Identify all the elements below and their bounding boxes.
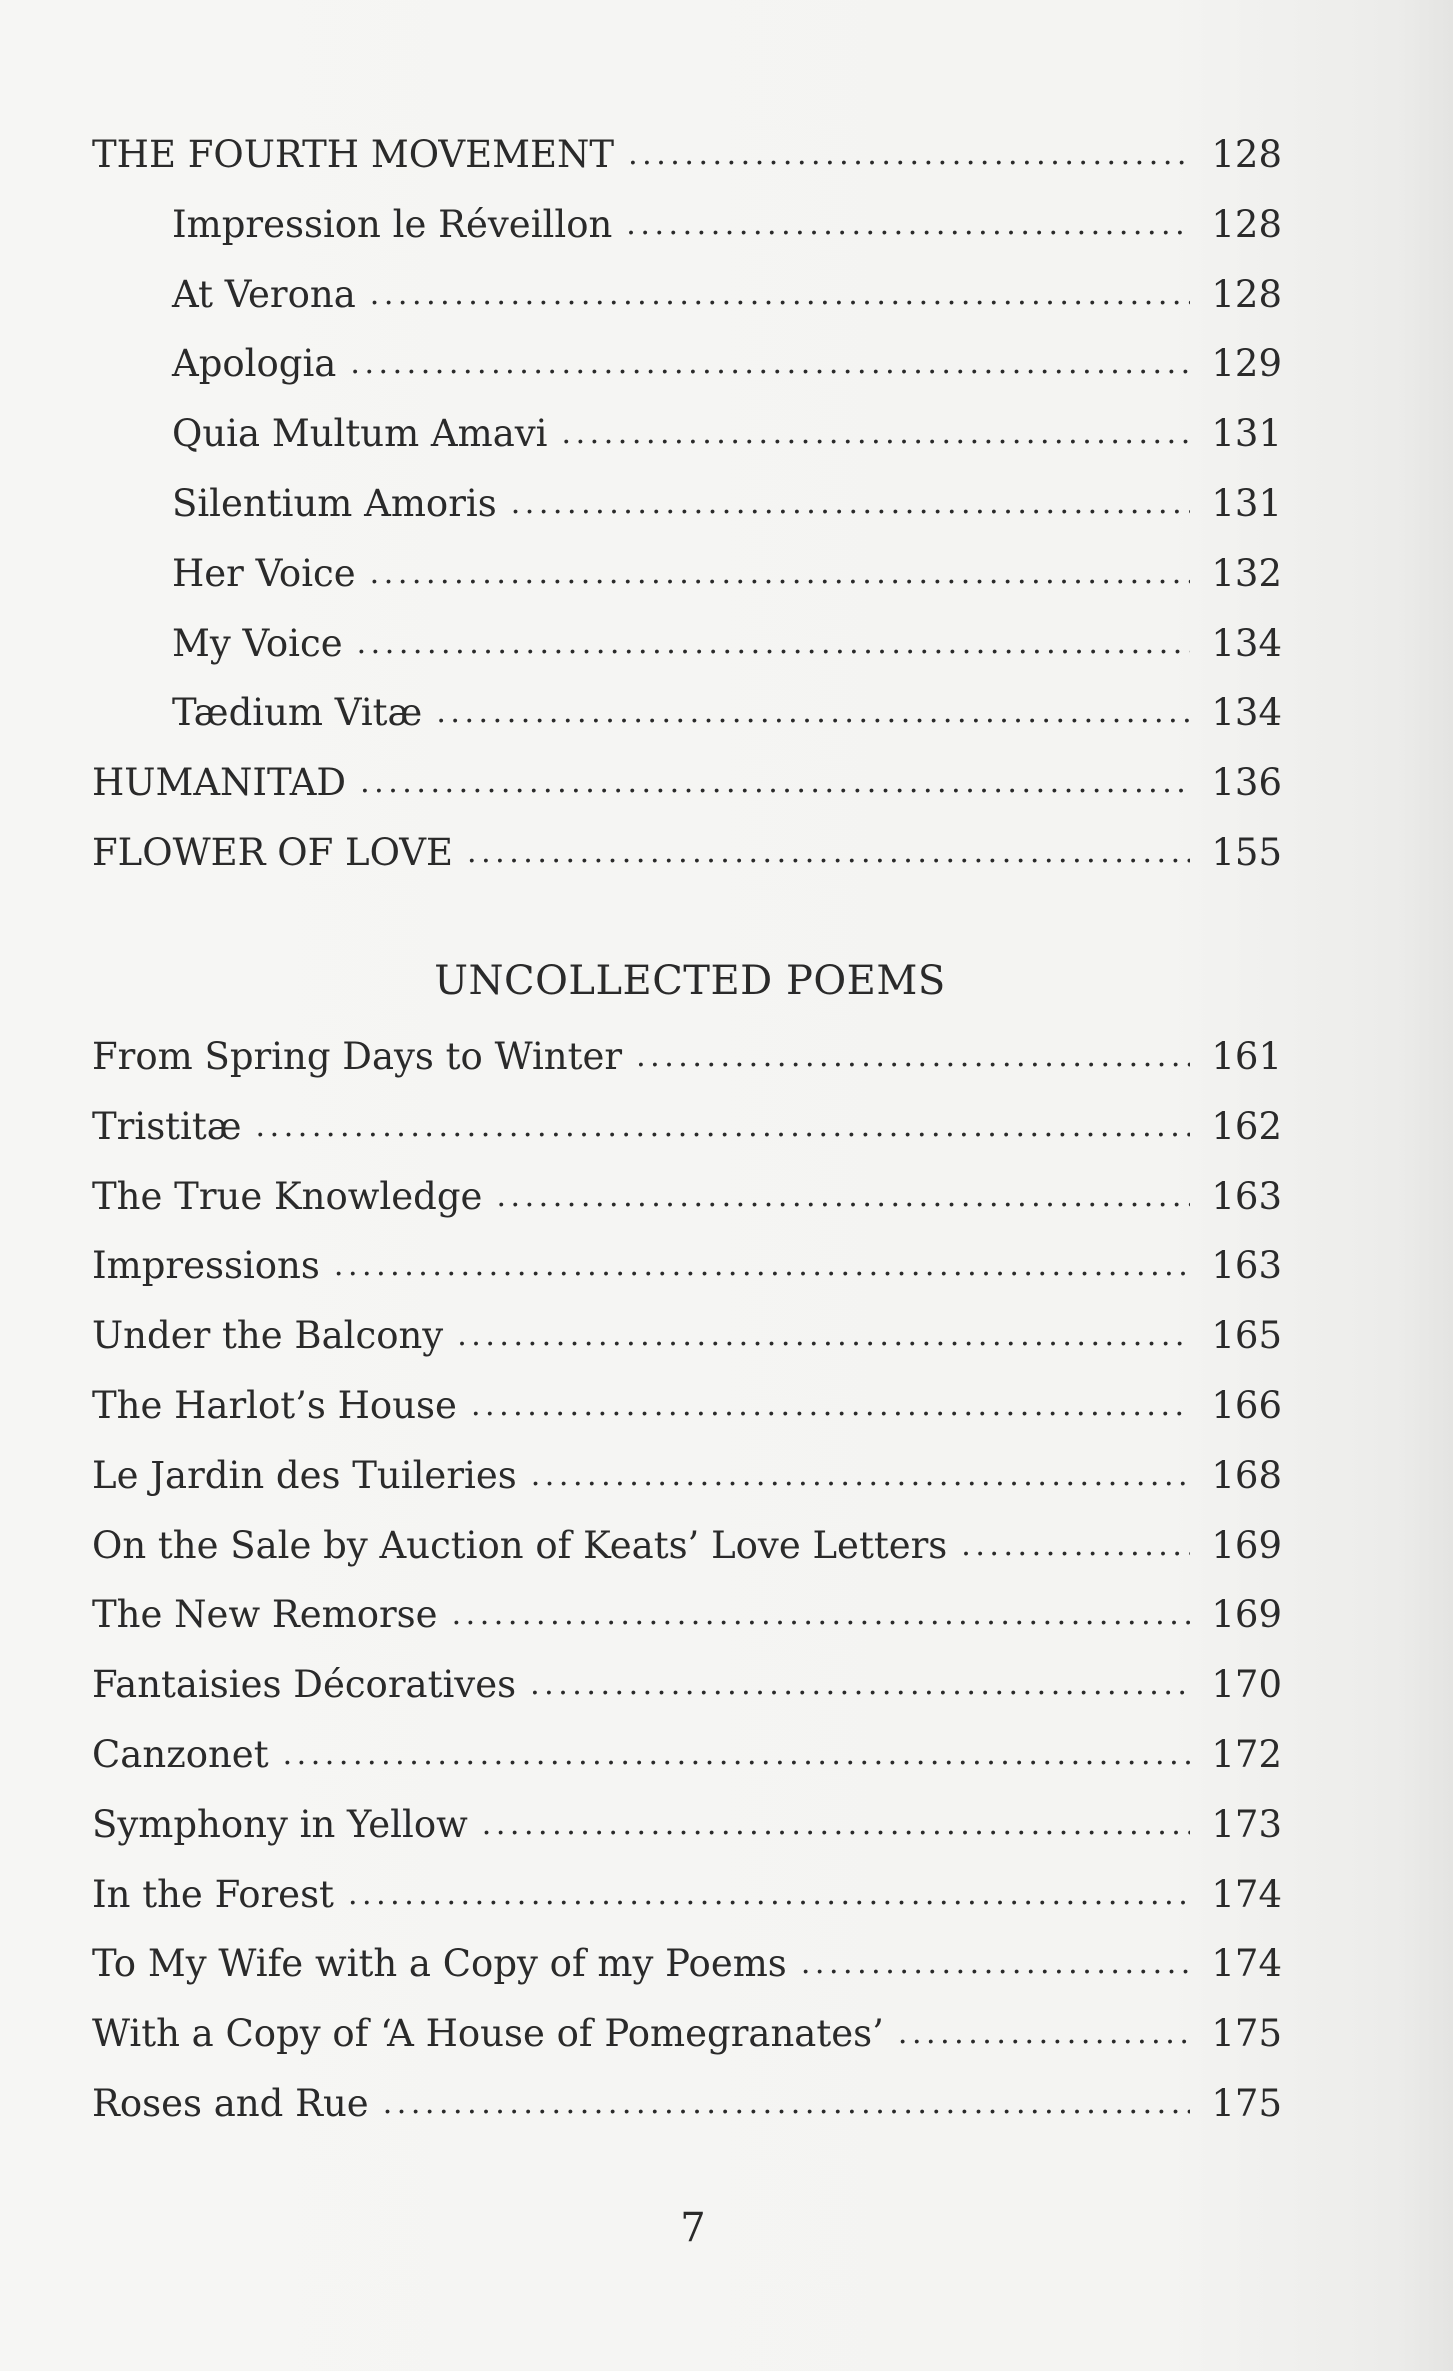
toc-entry-page-number: 170: [1211, 1663, 1282, 1707]
dot-leader: [482, 1800, 1190, 1850]
toc-entry-title: Tædium Vitæ: [172, 691, 423, 735]
toc-entry-page-number: 165: [1211, 1314, 1282, 1358]
dot-leader: [370, 549, 1190, 599]
toc-entry-page-number: 174: [1211, 1942, 1282, 1986]
toc-entry-page-number: 155: [1211, 831, 1282, 874]
toc-entry-title: At Verona: [172, 272, 356, 316]
toc-entry: [92, 1311, 1282, 1361]
toc-entry-page-number: 169: [1211, 1593, 1282, 1637]
toc-entry: [92, 1032, 1282, 1082]
toc-entry: [92, 479, 1282, 529]
dot-leader: [350, 339, 1190, 389]
toc-entry: [92, 1172, 1282, 1222]
page-number-folio: 7: [680, 2205, 706, 2251]
toc-entry-title: From Spring Days to Winter: [92, 1035, 623, 1078]
toc-entry: [92, 2079, 1282, 2129]
toc-entry-title: Impression le Réveillon: [172, 202, 613, 246]
toc-entry: [92, 549, 1282, 599]
section-heading-uncollected-poems: UNCOLLECTED POEMS: [434, 958, 946, 1004]
dot-leader: [636, 1032, 1190, 1082]
toc-entry-page-number: 175: [1211, 2012, 1282, 2056]
toc-entry-page-number: 128: [1211, 272, 1282, 316]
toc-entry: [92, 1241, 1282, 1291]
toc-entry: [92, 339, 1282, 389]
toc-entry: [92, 1521, 1282, 1571]
toc-entry-page-number: 169: [1211, 1523, 1282, 1567]
toc-entry-page-number: 174: [1211, 1872, 1282, 1916]
toc-entry-page-number: 175: [1211, 2082, 1282, 2125]
toc-entry: [92, 409, 1282, 459]
toc-entry-page-number: 172: [1211, 1733, 1282, 1776]
toc-entry: [92, 1451, 1282, 1501]
dot-leader: [530, 1660, 1190, 1710]
toc-entry-title: Apologia: [172, 342, 337, 386]
toc-entry-title: FLOWER OF LOVE: [92, 831, 453, 874]
toc-entry-page-number: 131: [1211, 412, 1282, 456]
toc-entry-title: Under the Balcony: [92, 1314, 444, 1358]
toc-entry-page-number: 168: [1211, 1453, 1282, 1497]
toc-entry-page-number: 132: [1211, 551, 1282, 595]
toc-entry-title: The True Knowledge: [92, 1174, 483, 1218]
toc-entry-page-number: 131: [1211, 482, 1282, 525]
toc-entry-title: Canzonet: [92, 1733, 269, 1776]
dot-leader: [496, 1172, 1190, 1222]
toc-entry-title: In the Forest: [92, 1872, 334, 1916]
toc-entry-page-number: 128: [1211, 202, 1282, 246]
dot-leader: [436, 688, 1190, 738]
toc-entry: [92, 688, 1282, 738]
toc-entry-title: Roses and Rue: [92, 2082, 369, 2125]
toc-entry-title: Silentium Amoris: [172, 482, 497, 525]
dot-leader: [357, 619, 1190, 669]
toc-entry-title: On the Sale by Auction of Keats’ Love Letters: [92, 1523, 948, 1567]
toc-entry-page-number: 134: [1211, 621, 1282, 665]
toc-entry-title: Tristitæ: [92, 1104, 242, 1148]
dot-leader: [562, 409, 1190, 459]
toc-entry: [92, 828, 1282, 878]
toc-entry-page-number: 166: [1211, 1384, 1282, 1427]
toc-entry-title: Quia Multum Amavi: [172, 412, 548, 456]
toc-entry: [92, 1870, 1282, 1920]
dot-leader: [898, 2009, 1190, 2059]
dot-leader: [348, 1870, 1190, 1920]
dot-leader: [457, 1311, 1190, 1361]
toc-entry-title: Impressions: [92, 1244, 320, 1288]
toc-entry: [92, 2009, 1282, 2059]
toc-entry-title: THE FOURTH MOVEMENT: [92, 133, 615, 176]
toc-entry: [92, 1800, 1282, 1850]
toc-entry-title: Fantaisies Décoratives: [92, 1663, 517, 1707]
toc-entry-title: My Voice: [172, 621, 343, 665]
dot-leader: [334, 1241, 1190, 1291]
dot-leader: [626, 200, 1190, 250]
toc-entry-page-number: 134: [1211, 691, 1282, 735]
toc-entry-title: Le Jardin des Tuileries: [92, 1453, 517, 1497]
toc-entry-page-number: 161: [1211, 1035, 1282, 1078]
toc-entry: [92, 1381, 1282, 1431]
toc-entry-title: Her Voice: [172, 551, 356, 595]
toc-entry-page-number: 163: [1211, 1244, 1282, 1288]
toc-entry: [92, 1730, 1282, 1780]
dot-leader: [467, 828, 1190, 878]
toc-entry: [92, 758, 1282, 808]
toc-entry-title: With a Copy of ‘A House of Pomegranates’: [92, 2012, 884, 2056]
toc-entry-page-number: 129: [1211, 342, 1282, 386]
dot-leader: [383, 2079, 1190, 2129]
toc-entry-title: Symphony in Yellow: [92, 1802, 468, 1846]
toc-entry-page-number: 162: [1211, 1104, 1282, 1148]
toc-entry-title: HUMANITAD: [92, 761, 347, 805]
toc-entry-title: The Harlot’s House: [92, 1384, 457, 1427]
dot-leader: [628, 130, 1190, 180]
dot-leader: [801, 1939, 1190, 1989]
toc-entry: [92, 1590, 1282, 1640]
toc-entry-page-number: 173: [1211, 1802, 1282, 1846]
dot-leader: [961, 1521, 1190, 1571]
toc-entry-title: The New Remorse: [92, 1593, 438, 1637]
dot-leader: [531, 1451, 1190, 1501]
toc-entry: [92, 1660, 1282, 1710]
dot-leader: [511, 479, 1190, 529]
toc-entry: [92, 130, 1282, 180]
dot-leader: [360, 758, 1190, 808]
toc-entry: [92, 1102, 1282, 1152]
dot-leader: [283, 1730, 1190, 1780]
dot-leader: [370, 270, 1190, 320]
toc-entry-page-number: 163: [1211, 1174, 1282, 1218]
dot-leader: [471, 1381, 1190, 1431]
toc-entry: [92, 200, 1282, 250]
toc-entry: [92, 1939, 1282, 1989]
toc-entry: [92, 270, 1282, 320]
toc-entry: [92, 619, 1282, 669]
toc-entry-title: To My Wife with a Copy of my Poems: [92, 1942, 787, 1986]
toc-entry-page-number: 136: [1211, 761, 1282, 805]
toc-entry-page-number: 128: [1211, 133, 1282, 176]
dot-leader: [256, 1102, 1190, 1152]
dot-leader: [452, 1590, 1190, 1640]
